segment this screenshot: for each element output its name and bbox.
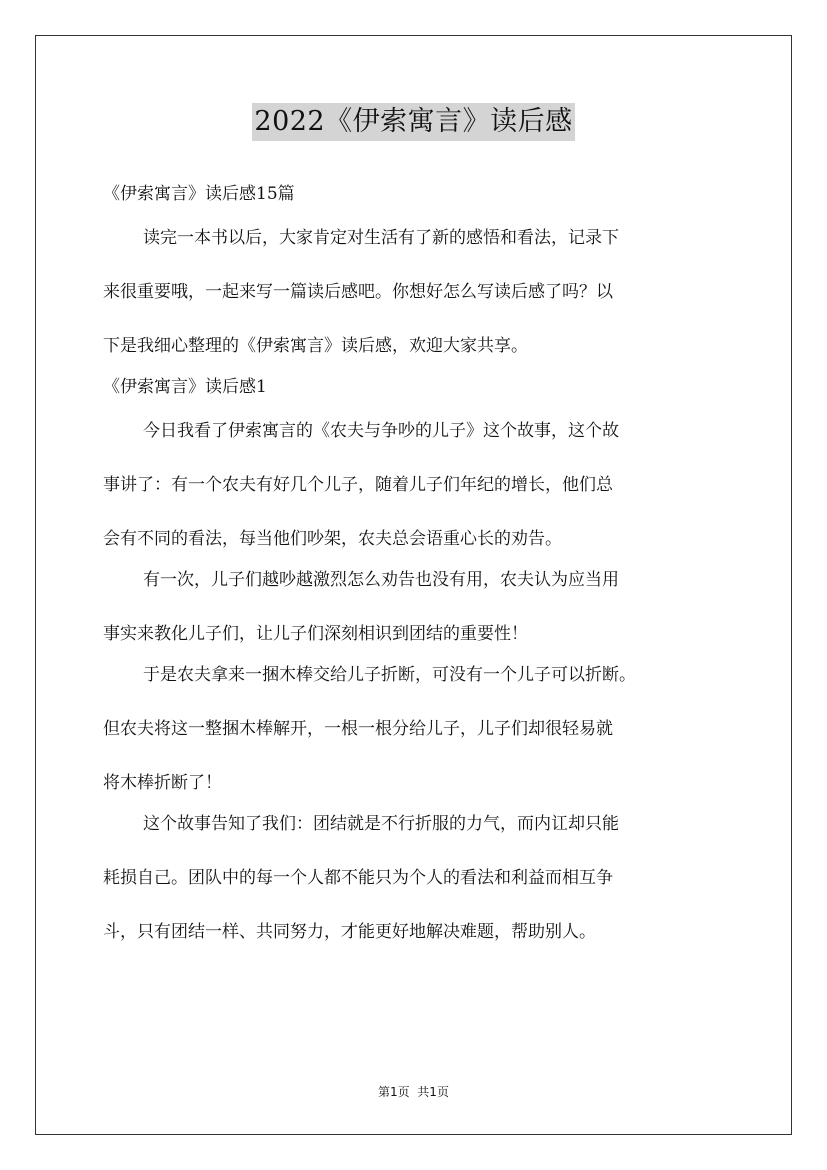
- paragraph: [103, 220, 743, 369]
- paragraph-line: 耗损自己。团队中的每一个人都不能只为个人的看法和利益而相互争: [103, 868, 613, 888]
- paragraph-line: 这个故事告知了我们：团结就是不行折服的力气，而内讧却只能: [143, 814, 619, 834]
- document-title: 2022《伊索寓言》读后感: [252, 103, 574, 141]
- heading-text: 《伊索寓言》读后感1: [103, 377, 267, 397]
- section-heading: [103, 176, 743, 220]
- document-body: [103, 176, 743, 955]
- paragraph-line: 今日我看了伊索寓言的《农夫与争吵的儿子》这个故事，这个故: [143, 421, 619, 441]
- paragraph-line: 事实来教化儿子们，让儿子们深刻相识到团结的重要性！: [103, 624, 528, 644]
- paragraph-line: 读完一本书以后，大家肯定对生活有了新的感悟和看法，记录下: [143, 228, 619, 248]
- paragraph: [103, 657, 743, 806]
- page-footer: 第1页 共1页: [378, 1085, 449, 1099]
- paragraph-line: 下是我细心整理的《伊索寓言》读后感，欢迎大家共享。: [103, 336, 528, 356]
- paragraph: [103, 806, 743, 955]
- section-heading: [103, 369, 743, 413]
- paragraph-line: 有一次，儿子们越吵越激烈怎么劝告也没有用，农夫认为应当用: [143, 570, 619, 590]
- paragraph-line: 将木棒折断了！: [103, 773, 222, 793]
- paragraph-line: 会有不同的看法，每当他们吵架，农夫总会语重心长的劝告。: [103, 529, 562, 549]
- paragraph-line: 斗，只有团结一样、共同努力，才能更好地解决难题，帮助别人。: [103, 922, 596, 942]
- paragraph: [103, 413, 743, 562]
- heading-text: 《伊索寓言》读后感15篇: [103, 184, 295, 204]
- paragraph-line: 于是农夫拿来一捆木棒交给儿子折断，可没有一个儿子可以折断。: [143, 665, 636, 685]
- paragraph-line: 来很重要哦，一起来写一篇读后感吧。你想好怎么写读后感了吗？以: [103, 282, 613, 302]
- paragraph: [103, 562, 743, 657]
- paragraph-line: 但农夫将这一整捆木棒解开，一根一根分给儿子，儿子们却很轻易就: [103, 719, 613, 739]
- title-wrap: [0, 103, 827, 141]
- paragraph-line: 事讲了：有一个农夫有好几个儿子，随着儿子们年纪的增长，他们总: [103, 475, 613, 495]
